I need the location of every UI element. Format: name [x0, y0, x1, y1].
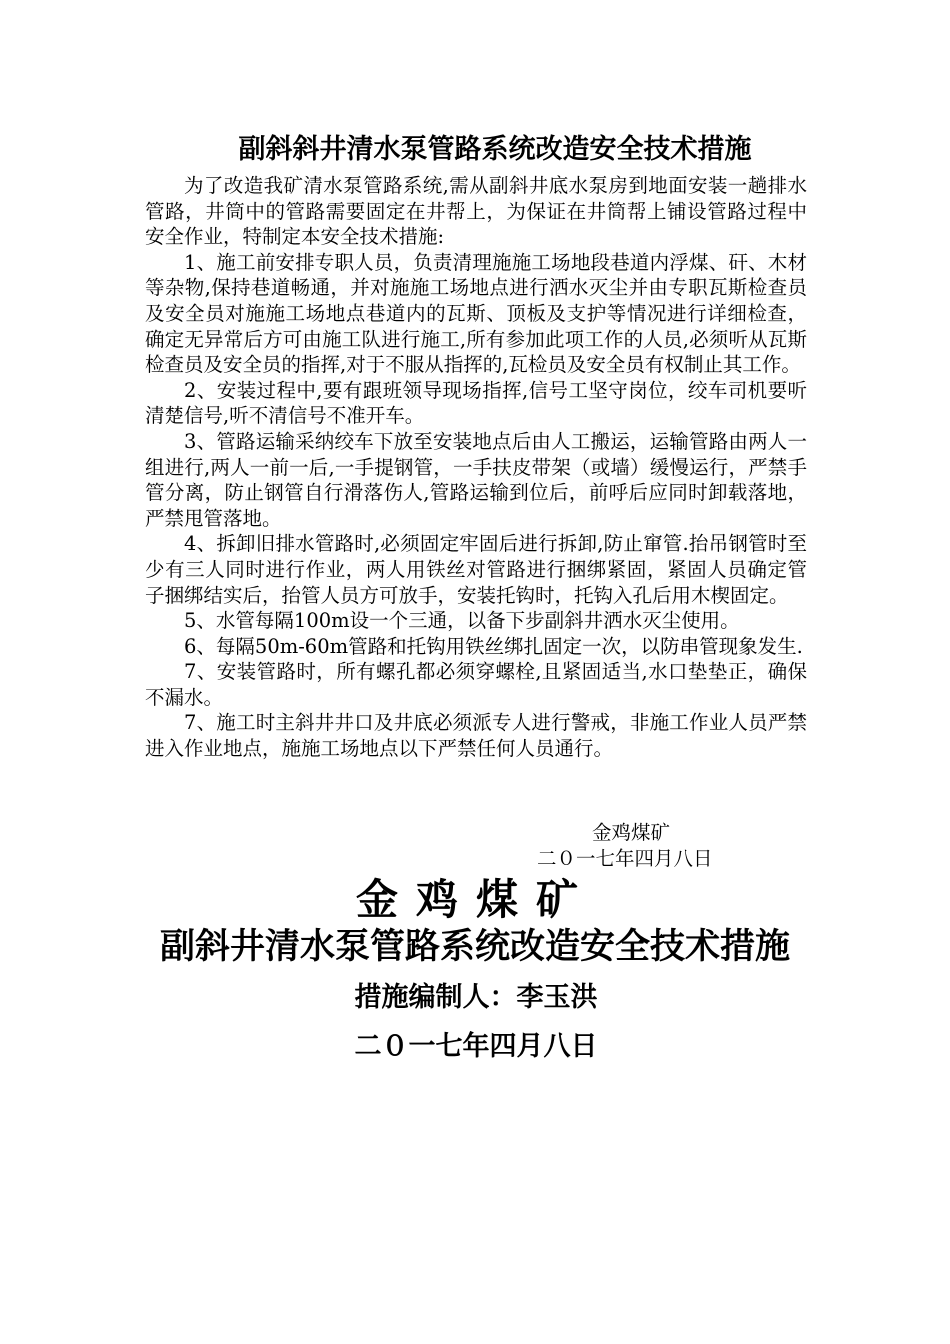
paragraph-item-3: 3、管路运输采纳绞车下放至安装地点后由人工搬运，运输管路由两人一组进行,两人一前一后,一手提钢管，一手扶皮带架（或墙）缓慢运行，严禁手管分离，防止钢管自行滑落伤人,管路运输到位后，前呼后应同时卸载落地，严禁甩管落地。 [145, 429, 807, 530]
cover-date: 二０一七年四月八日 [354, 1031, 598, 1062]
cover-author: 措施编制人：李玉洪 [354, 982, 598, 1013]
paragraph-item-1: 1、施工前安排专职人员，负责清理施施工场地段巷道内浮煤、矸、木材等杂物,保持巷道畅通，并对施施工场地点进行洒水灭尘并由专职瓦斯检查员及安全员对施施工场地点巷道内的瓦斯、顶板及支护等情况进行详细检查，确定无异常后方可由施工队进行施工,所有参加此项工作的人员,必须听从瓦斯检查员及安全员的指挥,对于不服从指挥的,瓦检员及安全员有权制止其工作。 [145, 250, 807, 377]
cover-title: 副斜井清水泵管路系统改造安全技术措施 [159, 927, 790, 967]
paragraph-item-7a: 7、安装管路时，所有螺孔都必须穿螺栓,且紧固适当,水口垫垫正，确保不漏水。 [145, 660, 807, 709]
paragraph-item-5: 5、水管每隔100m设一个三通，以备下步副斜井洒水灭尘使用。 [184, 609, 740, 633]
signature-date: 二０一七年四月八日 [537, 847, 713, 870]
paragraph-item-7b: 7、施工时主斜井井口及井底必须派专人进行警戒，非施工作业人员严禁进入作业地点，施施工场地点以下严禁任何人员通行。 [145, 711, 807, 761]
paragraph-intro: 为了改造我矿清水泵管路系统,需从副斜井底水泵房到地面安装一趟排水管路，井筒中的管路需要固定在井帮上，为保证在井筒帮上铺设管路过程中安全作业，特制定本安全技术措施: [145, 174, 807, 249]
paragraph-item-4: 4、拆卸旧排水管路时,必须固定牢固后进行拆卸,防止窜管.抬吊钢管时至少有三人同时进行作业，两人用铁丝对管路进行捆绑紧固，紧固人员确定管子捆绑结实后，抬管人员方可放手，安装托钩时，托钩入孔后用木楔固定。 [145, 532, 807, 607]
paragraph-item-2: 2、安装过程中,要有跟班领导现场指挥,信号工坚守岗位，绞车司机要听清楚信号,听不清信号不准开车。 [145, 378, 807, 428]
signature-organization: 金鸡煤矿 [592, 821, 671, 844]
document-title: 副斜斜井清水泵管路系统改造安全技术措施 [238, 134, 752, 165]
document-body [145, 173, 807, 762]
paragraph-item-6: 6、每隔50m-60m管路和托钩用铁丝绑扎固定一次，以防串管现象发生. [184, 634, 803, 658]
cover-company-name: 金鸡煤矿 [355, 875, 596, 924]
